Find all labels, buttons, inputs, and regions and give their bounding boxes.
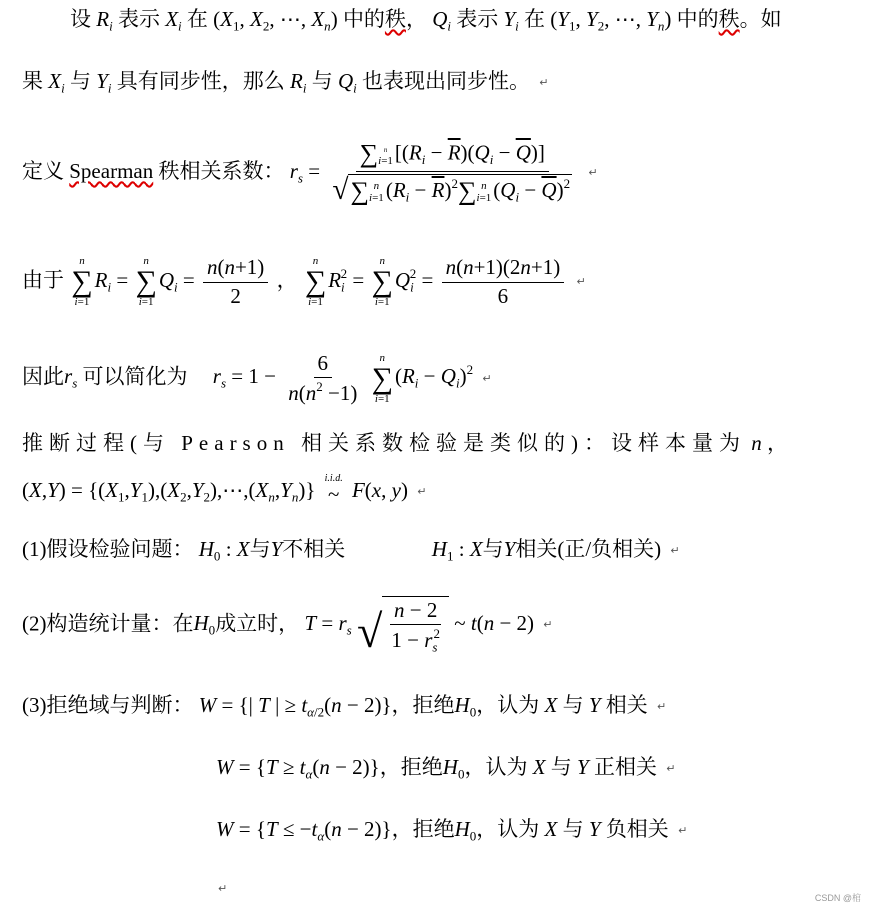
- text: ，拒绝: [379, 755, 443, 779]
- text: ，: [405, 7, 427, 31]
- math-X-tuple: ($X_1$, $X_2$, ⋯, $X_n$): [213, 7, 338, 34]
- text: 也表现出同步性。: [362, 69, 531, 93]
- text: 果: [22, 69, 43, 93]
- empty-paragraph: [214, 876, 849, 899]
- math-rs: $r_s$: [64, 364, 78, 391]
- math-Y-tuple: ($Y_1$, $Y_2$, ⋯, $Y_n$): [550, 7, 672, 34]
- paragraph-line-1: [70, 8, 849, 34]
- text: 表示: [456, 7, 499, 31]
- text: ，拒绝: [391, 693, 455, 717]
- text: 在: [524, 7, 546, 31]
- formula-W-two-sided: W = {| T | ≥ $t_{\alpha/2}(n - 2)$}: [198, 693, 392, 720]
- math-Yi: $Y_i$: [503, 7, 519, 34]
- math-Xi: $X_i$: [48, 69, 65, 96]
- text: 定义: [22, 158, 70, 183]
- inference-intro: [22, 432, 849, 455]
- text: 设: [70, 7, 91, 31]
- text: 不相关: [282, 537, 346, 561]
- text: 秩: [718, 7, 740, 31]
- text: (3)拒绝域与判断：: [22, 693, 194, 717]
- math-Ri: $R_i$: [96, 7, 113, 34]
- paragraph-line-2: [22, 70, 849, 96]
- math-Xi: $X_i$: [165, 7, 182, 34]
- text: 因此: [22, 364, 64, 389]
- paragraph-mark-icon: ↵: [417, 485, 427, 499]
- text: (1)假设检验问题：: [22, 537, 194, 561]
- formula-sum-squared-ranks: n ∑ i=1 $R_i^2$ = n ∑ i=1 $Q_i^2$ = $\frac{n(n+1)(2n+1)}{6}$: [303, 268, 573, 292]
- text: 负相关: [605, 817, 669, 841]
- paragraph-mark-icon: ↵: [670, 544, 680, 558]
- math-H0: $H_0$ : X: [198, 537, 250, 564]
- text: Spearman: [69, 158, 154, 183]
- text: 与: [482, 537, 504, 561]
- paragraph-mark-icon: ↵: [482, 371, 492, 385]
- formula-sum-ranks: n ∑ i=1 $R_i$ = n ∑ i=1 $Q_i$ = $\frac{n(n+1)}{2}$: [69, 268, 276, 292]
- text: 中的: [342, 7, 385, 31]
- text: 与: [69, 69, 91, 93]
- text: 与: [311, 69, 333, 93]
- text: 秩相关系数：: [153, 158, 285, 183]
- text: 与: [249, 537, 271, 561]
- text: ，认为: [476, 693, 540, 717]
- text: ，认为: [464, 755, 528, 779]
- formula-W-right: $W = \{T \ge t_\alpha(n - 2)\}$: [216, 755, 380, 782]
- watermark: CSDN @棺: [814, 893, 861, 903]
- formula-rs: $r_s$ = ∑ n i=1 $[(R_i - \overline{R})(Q_i - \overline{Q})]$ √ ∑ n i=1 $(R_i - \overline{R})^2\sum$ n i=1 $(Q_i - \overline{Q})^2$: [290, 159, 585, 183]
- text: 在: [186, 7, 208, 31]
- text: ，: [276, 267, 298, 292]
- formula-T: $T = r_s$ √ $\frac{n - 2}{1 - r_s^2}$ ~ t(n − 2): [304, 598, 535, 657]
- step-3-right-sided: $W = \{T \ge t_\alpha(n - 2)\}$，拒绝$H_0$，认为 X 与 Y 正相关 ↵: [216, 755, 676, 782]
- paragraph-mark-icon: ↵: [666, 762, 676, 776]
- text: ，: [766, 431, 788, 455]
- math-Qi: $Q_i$: [337, 69, 357, 96]
- text: ，拒绝: [391, 817, 455, 841]
- text: 表示: [117, 7, 160, 31]
- text: 推断过程(与 Pearson 相关系数检验是类似的)：设样本量为: [22, 431, 746, 455]
- paragraph-mark-icon: ↵: [678, 824, 688, 838]
- text: 秩: [384, 7, 406, 31]
- text: 具有同步性，那么: [116, 69, 285, 93]
- text: 。如: [739, 7, 782, 31]
- text: 可以简化为: [82, 364, 188, 389]
- step-1-hypotheses: (1)假设检验问题： $H_0$ : X与Y不相关 $H_1$ : X与Y相关(正/负相关) ↵: [22, 537, 680, 564]
- text: 中的: [676, 7, 719, 31]
- iid-label: i.i.d.: [324, 473, 343, 484]
- paragraph-mark-icon: ↵: [576, 274, 586, 288]
- fraction: ∑ n i=1 $[(R_i - \overline{R})(Q_i - \overline{Q})]$ √ ∑ n i=1 $(R_i - \overline{R})^2\sum$ n i=1 $(Q_i - \overline{Q})^2$: [332, 139, 571, 207]
- paragraph-mark-icon: ↵: [657, 700, 667, 714]
- text: 相关: [605, 693, 648, 717]
- formula-rs-simplified: $r_s = 1$ − $\frac{6}{n(n^2 -1)}$ n ∑ i=1 $(R_i - Q_i)^2$: [212, 351, 474, 406]
- text: (2)构造统计量：在: [22, 611, 194, 636]
- math-Ri: $R_i$: [290, 69, 307, 96]
- step-3-left-sided: $W = \{T \le -t_\alpha(n - 2)\}$，拒绝$H_0$，认为 X 与 Y 负相关 ↵: [216, 817, 688, 844]
- paragraph-mark-icon: ↵: [539, 76, 549, 90]
- math-Yi: $Y_i$: [96, 69, 112, 96]
- math-Qi: $Q_i$: [432, 7, 451, 34]
- paragraph-mark-icon: ↵: [218, 882, 228, 896]
- text: ，认为: [476, 817, 540, 841]
- paragraph-mark-icon: ↵: [543, 618, 553, 632]
- sample-distribution: [22, 474, 849, 505]
- formula-sample: $(X,Y) = \{(X_1,Y_1),(X_2,Y_2),\cdots,(X_n,Y_n)\}$ i.i.d. ~ F(x, y): [22, 473, 408, 506]
- step-2-statistic: [22, 596, 849, 655]
- spearman-definition: [22, 140, 849, 206]
- text: 与: [562, 693, 584, 717]
- text: 正相关: [593, 755, 657, 779]
- rank-sum-identities: [22, 256, 849, 308]
- paragraph-mark-icon: ↵: [588, 165, 598, 179]
- formula-W-left: $W = \{T \le -t_\alpha(n - 2)\}$: [216, 817, 392, 844]
- math-n: n: [751, 431, 762, 455]
- math-H1: $H_1$ : X: [431, 537, 483, 564]
- simplified-formula: [22, 352, 849, 405]
- text: 由于: [22, 267, 64, 292]
- text: 与: [562, 817, 584, 841]
- math-H0: $H_0$: [193, 611, 216, 638]
- text: 相关(正/负相关): [515, 537, 662, 561]
- text: 与: [550, 755, 572, 779]
- step-3-two-sided: (3)拒绝域与判断： W = {| T | ≥ $t_{\alpha/2}(n - 2)$}，拒绝$H_0$，认为 X 与 Y 相关 ↵: [22, 693, 667, 720]
- text: 成立时，: [215, 611, 300, 636]
